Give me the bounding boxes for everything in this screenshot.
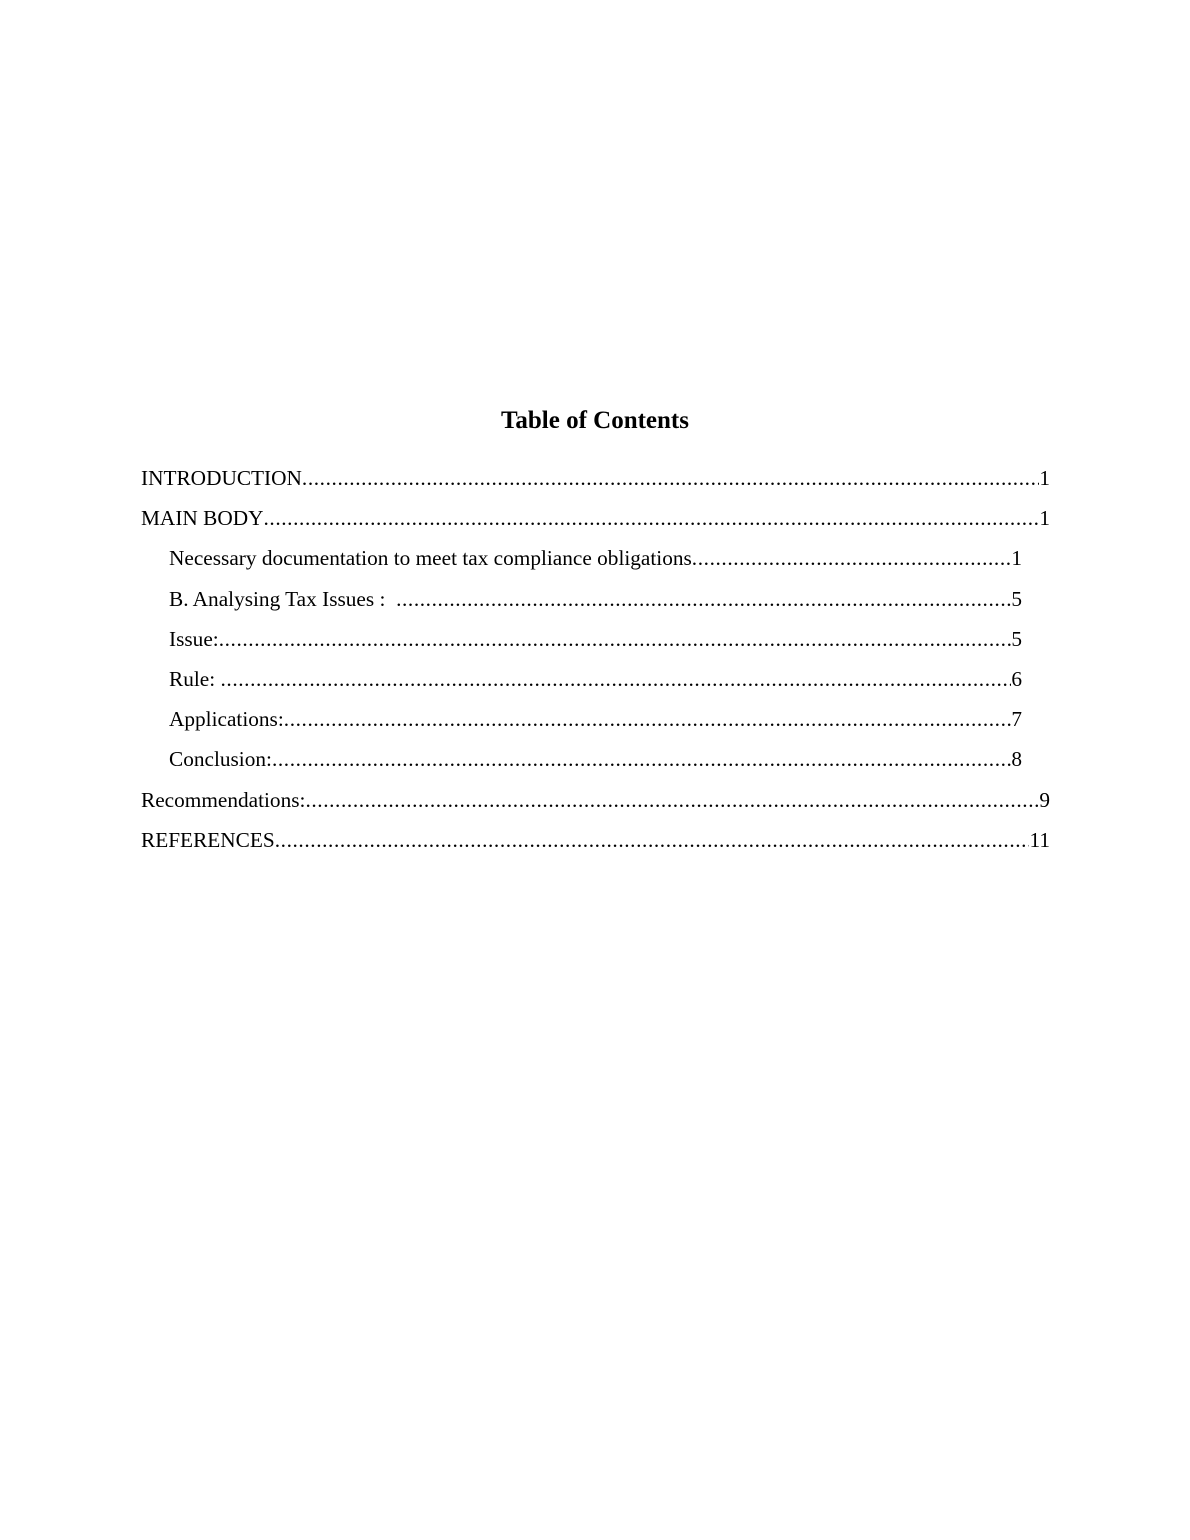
toc-entry-page: 7 [1011, 707, 1022, 732]
dot-leader [263, 501, 1039, 535]
toc-entry-text: MAIN BODY [141, 506, 264, 531]
toc-entry-page: 5 [1011, 586, 1022, 611]
toc-entry-recommendations[interactable] [141, 783, 1050, 823]
toc-title: Table of Contents [501, 407, 689, 434]
toc-entry-page: 8 [1011, 747, 1022, 772]
toc-entry-page: 1 [1039, 506, 1050, 531]
toc-entry-text: B. Analysing Tax Issues : [169, 586, 397, 611]
toc-entry-issue[interactable] [169, 622, 1022, 662]
toc-entry-text: Necessary documentation to meet tax compliance obligations [169, 546, 692, 571]
toc-entry-introduction[interactable] [141, 461, 1050, 501]
toc-entry-page: 6 [1011, 666, 1022, 691]
toc-entry-rule[interactable] [169, 662, 1022, 702]
toc-entry-text: Rule: [169, 666, 221, 691]
dot-leader [219, 622, 1012, 656]
dot-leader [275, 823, 1030, 857]
toc-entry-main-body[interactable] [141, 501, 1050, 541]
toc-entry-text: Recommendations: [141, 787, 306, 812]
dot-leader [220, 662, 1011, 696]
dot-leader [302, 461, 1039, 495]
dot-leader [284, 702, 1012, 736]
dot-leader [692, 541, 1012, 575]
toc-entry-conclusion[interactable] [169, 742, 1022, 782]
toc-entry-text: REFERENCES [141, 827, 275, 852]
toc-entry-text: Issue: [169, 626, 219, 651]
toc-entry-necessary-documentation[interactable] [169, 541, 1022, 581]
dot-leader [305, 783, 1039, 817]
toc-entry-page: 1 [1011, 546, 1022, 571]
dot-leader [272, 742, 1011, 776]
toc-entry-applications[interactable] [169, 702, 1022, 742]
toc-entry-page: 1 [1039, 466, 1050, 490]
toc-entry-page: 9 [1039, 787, 1050, 812]
toc-entry-page: 5 [1011, 626, 1022, 651]
toc-entry-references[interactable] [141, 823, 1050, 863]
toc-entry-page: 11 [1029, 827, 1050, 852]
dot-leader [396, 582, 1011, 616]
toc-entry-text: Applications: [169, 707, 284, 732]
toc-entry-text: Conclusion: [169, 747, 272, 772]
toc-entry-text: INTRODUCTION [141, 466, 302, 490]
toc-list [0, 461, 1190, 863]
toc-entry-analysing-tax-issues[interactable] [169, 582, 1022, 622]
